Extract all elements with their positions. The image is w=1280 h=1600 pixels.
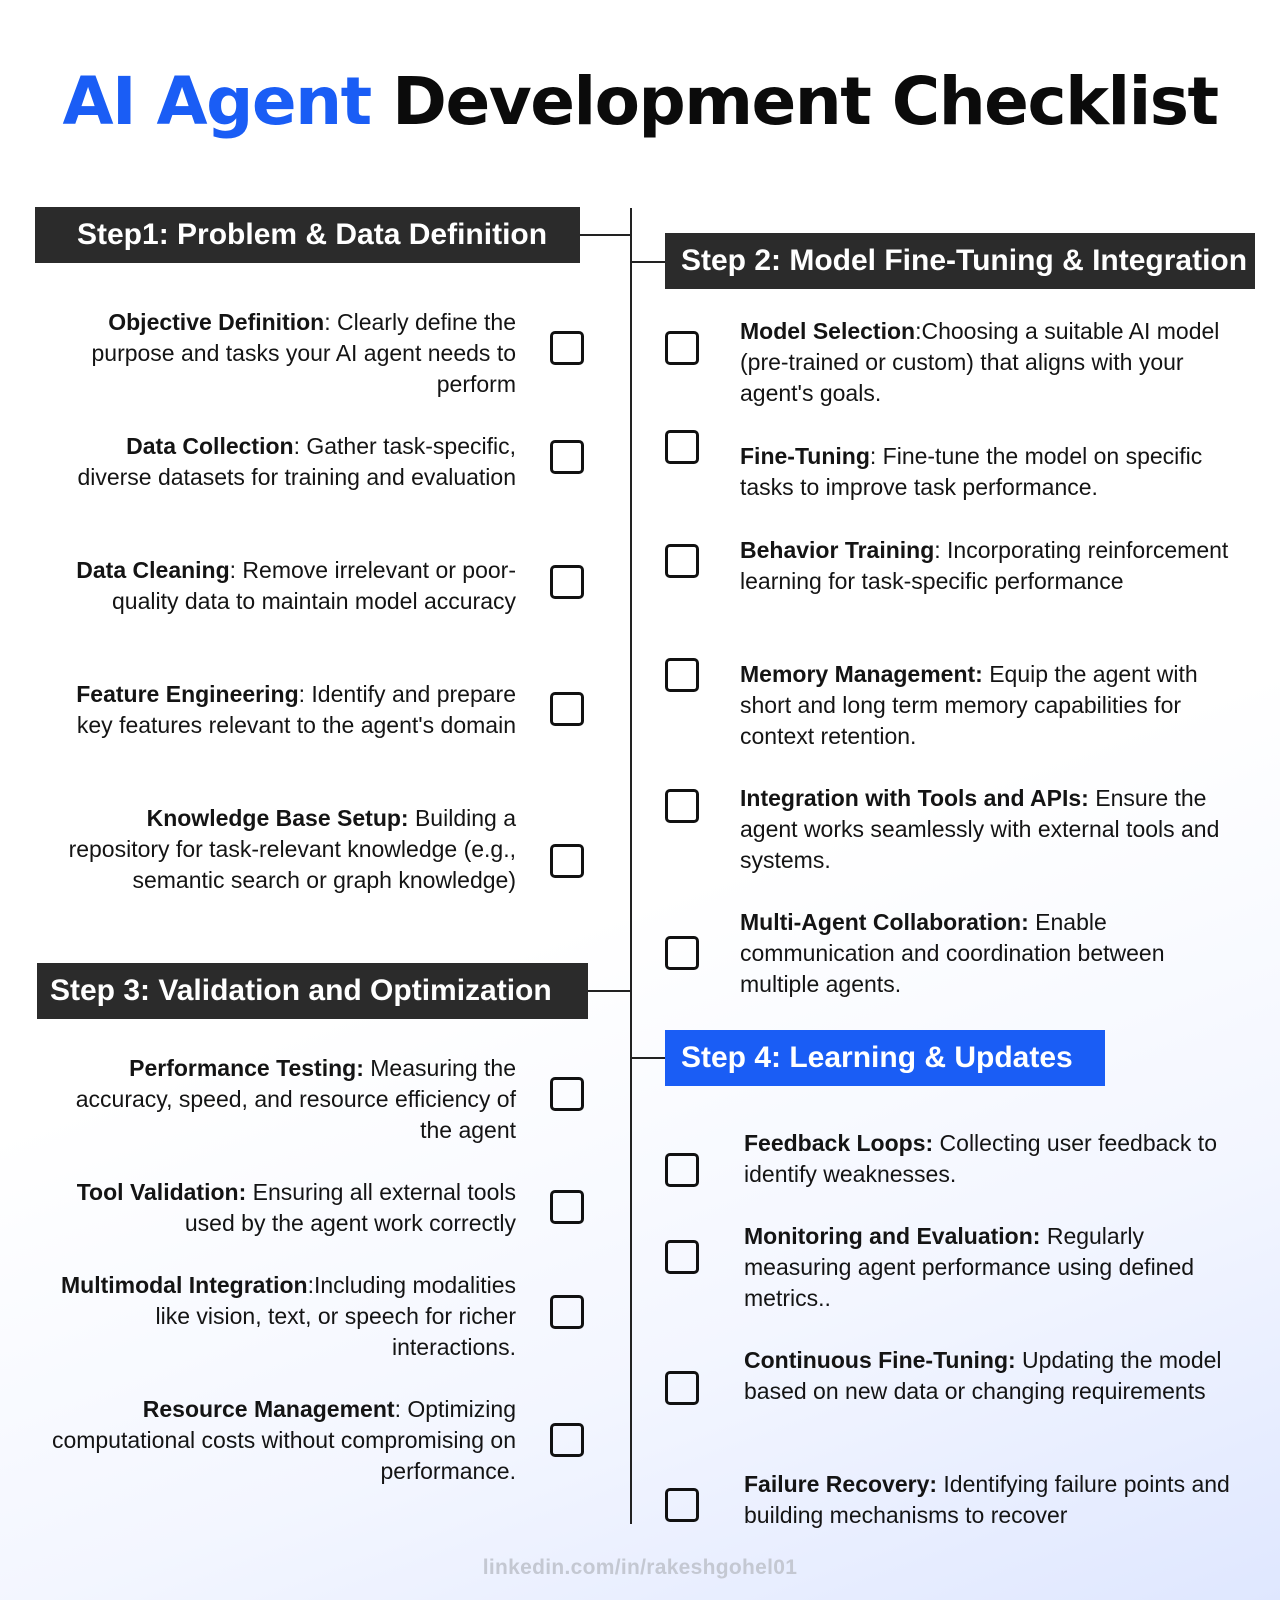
item-term: Failure Recovery: [744,1471,938,1497]
step2-item-model-selection [740,316,1250,409]
title-rest: Development Checklist [392,63,1218,140]
checkbox-performance-testing[interactable] [550,1077,584,1111]
checkbox-data-collection[interactable] [550,440,584,474]
checkbox-knowledge-base-setup[interactable] [550,844,584,878]
step4-item-continuous-fine-tuning [744,1345,1254,1407]
step2-item-memory-management [740,659,1250,752]
item-text: Enable communication and coordination between multiple agents. [740,909,1165,997]
checkbox-model-selection[interactable] [665,331,699,365]
item-text: Building a repository for task-relevant knowledge (e.g., semantic search or graph knowledge) [68,805,516,893]
item-text: Ensure the agent works seamlessly with external tools and systems. [740,785,1220,873]
checkbox-monitoring-evaluation[interactable] [665,1240,699,1274]
item-text: Identifying failure points and building mechanisms to recover [744,1471,1230,1528]
item-text: : Identify and prepare key features relevant to the agent's domain [76,681,516,738]
checkbox-memory-management[interactable] [665,658,699,692]
checkbox-objective-definition[interactable] [550,331,584,365]
item-term: Behavior Training [740,537,935,563]
item-text: Regularly measuring agent performance using defined metrics.. [744,1223,1195,1311]
item-text: :Choosing a suitable AI model (pre-trained or custom) that aligns with your agent's goals. [740,318,1220,406]
step2-item-fine-tuning [740,441,1250,503]
checkbox-data-cleaning[interactable] [550,565,584,599]
checkbox-feature-engineering[interactable] [550,692,584,726]
step1-item-feature-engineering [46,679,516,741]
connector-step1 [580,234,631,236]
item-text: : Incorporating reinforcement learning for task-specific performance [740,537,1229,594]
item-term: Data Collection [126,433,294,459]
checkbox-failure-recovery[interactable] [665,1488,699,1522]
step3-item-resource-management [46,1394,516,1487]
item-term: Feature Engineering [76,681,299,707]
step4-item-feedback-loops [744,1128,1254,1190]
item-text: Updating the model based on new data or changing requirements [744,1347,1222,1404]
step2-item-multi-agent-collaboration [740,907,1250,1000]
item-text: Measuring the accuracy, speed, and resource efficiency of the agent [75,1055,516,1143]
step3-item-performance-testing [46,1053,516,1146]
timeline-spine [630,208,632,1524]
step3-heading: Step 3: Validation and Optimization [37,963,588,1019]
item-text: : Gather task-specific, diverse datasets for training and evaluation [77,433,516,490]
checkbox-resource-management[interactable] [550,1423,584,1457]
item-text: :Including modalities like vision, text, or speech for richer interactions. [155,1272,516,1360]
item-term: Objective Definition [108,309,325,335]
item-term: Resource Management [142,1396,395,1422]
item-term: Memory Management: [740,661,983,687]
step4-item-failure-recovery [744,1469,1254,1531]
checkbox-tool-validation[interactable] [550,1190,584,1224]
item-term: Continuous Fine-Tuning: [744,1347,1016,1373]
item-text: Ensuring all external tools used by the agent work correctly [184,1179,516,1236]
item-term: Monitoring and Evaluation: [744,1223,1041,1249]
item-text: : Fine-tune the model on specific tasks to improve task performance. [740,443,1203,500]
item-term: Model Selection [740,318,916,344]
connector-step3 [588,990,631,992]
step2-item-integration-tools-apis [740,783,1250,876]
item-term: Integration with Tools and APIs: [740,785,1089,811]
item-term: Multi-Agent Collaboration: [740,909,1029,935]
step1-item-objective-definition [46,307,516,400]
step2-heading: Step 2: Model Fine-Tuning & Integration [665,233,1255,289]
checkbox-fine-tuning[interactable] [665,430,699,464]
step4-item-monitoring-evaluation [744,1221,1254,1314]
checkbox-behavior-training[interactable] [665,544,699,578]
step4-heading: Step 4: Learning & Updates [665,1030,1105,1086]
item-term: Multimodal Integration [60,1272,308,1298]
title-accent: AI Agent [62,63,371,140]
step2-item-behavior-training [740,535,1250,597]
checkbox-integration-tools-apis[interactable] [665,789,699,823]
checkbox-feedback-loops[interactable] [665,1153,699,1187]
step3-item-multimodal-integration [46,1270,516,1363]
item-text: : Remove irrelevant or poor-quality data to maintain model accuracy [112,557,516,614]
item-term: Tool Validation: [76,1179,247,1205]
checkbox-continuous-fine-tuning[interactable] [665,1371,699,1405]
connector-step2 [631,261,665,263]
item-text: : Clearly define the purpose and tasks your AI agent needs to perform [91,309,516,397]
connector-step4 [631,1057,665,1059]
item-term: Feedback Loops: [744,1130,934,1156]
step1-item-data-cleaning [46,555,516,617]
item-text: : Optimizing computational costs without compromising on performance. [51,1396,516,1484]
item-term: Fine-Tuning [740,443,870,469]
item-term: Data Cleaning [76,557,230,583]
step3-item-tool-validation [46,1177,516,1239]
item-text: Collecting user feedback to identify weaknesses. [744,1130,1217,1187]
step1-item-knowledge-base-setup [46,803,516,896]
footer-watermark: linkedin.com/in/rakeshgohel01 [482,1556,798,1579]
item-term: Performance Testing: [129,1055,364,1081]
item-term: Knowledge Base Setup: [146,805,409,831]
step1-item-data-collection [46,431,516,493]
item-text: Equip the agent with short and long term memory capabilities for context retention. [740,661,1198,749]
checkbox-multi-agent-collaboration[interactable] [665,936,699,970]
checkbox-multimodal-integration[interactable] [550,1295,584,1329]
page-title [0,63,1280,140]
step1-heading: Step1: Problem & Data Definition [35,207,580,263]
